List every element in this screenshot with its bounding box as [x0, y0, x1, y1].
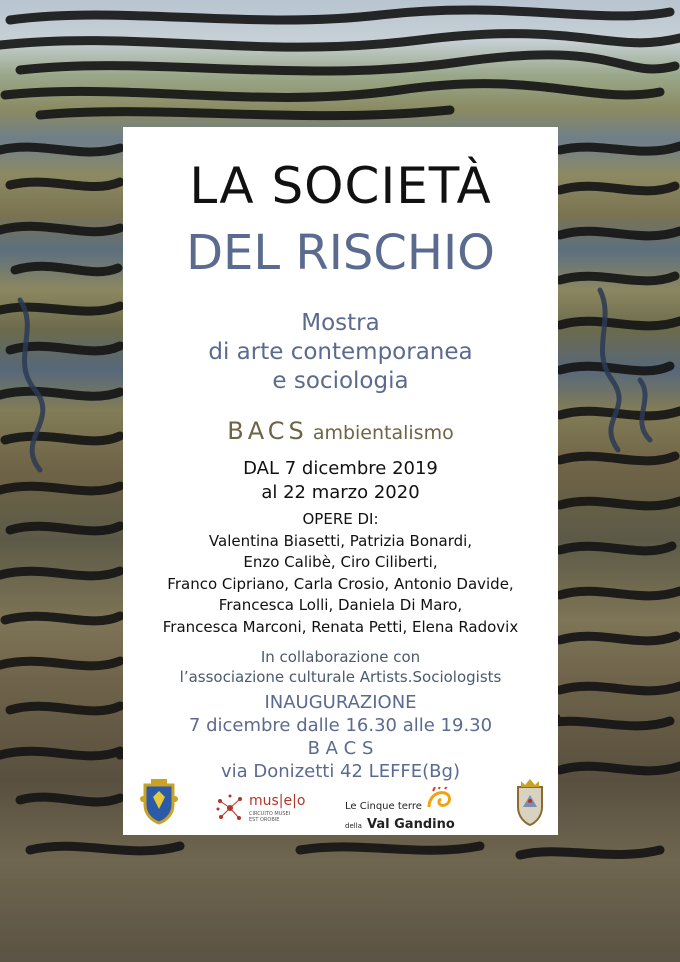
cinque-terre-logo [345, 789, 455, 832]
cinque-val-gandino: Val Gandino [367, 817, 455, 832]
sun-swirl-icon [425, 787, 453, 811]
info-panel [123, 127, 558, 835]
museo-logo [215, 793, 325, 833]
artists-heading: OPERE DI: [302, 510, 379, 528]
museo-sub-1: CIRCUITO MUSEI [249, 811, 291, 817]
artists-line: Enzo Calibè, Ciro Ciliberti, [243, 553, 438, 571]
inauguration-time: 7 dicembre dalle 16.30 alle 19.30 [188, 715, 493, 736]
artists-list [123, 509, 558, 638]
exhibition-subtitle [123, 309, 558, 396]
artists-line: Francesca Marconi, Renata Petti, Elena Radovix [162, 617, 519, 636]
inauguration-venue: B A C S [307, 738, 374, 759]
artists-line: Valentina Biasetti, Patrizia Bonardi, [208, 531, 473, 550]
subtitle-line-3: e sociologia [272, 368, 409, 394]
date-from: DAL 7 dicembre 2019 [243, 458, 438, 479]
inauguration-heading: INAUGURAZIONE [264, 692, 417, 713]
bacs-label: BACS [227, 417, 308, 445]
collaboration-note [123, 647, 558, 687]
theme-label: ambientalismo [312, 422, 454, 444]
inauguration-address: via Donizetti 42 LEFFE(Bg) [221, 761, 460, 782]
collab-line-2: l’associazione culturale Artists.Sociologists [179, 668, 502, 686]
municipal-coat-of-arms-icon [513, 777, 547, 827]
cinque-della: della [345, 822, 362, 830]
artists-line: Francesca Lolli, Daniela Di Maro, [218, 596, 463, 614]
museo-network-icon [215, 793, 245, 823]
title-line-2: DEL RISCHIO [186, 225, 495, 281]
cinque-line-2 [345, 813, 455, 832]
sponsor-logos [123, 777, 558, 832]
organizer-line [123, 417, 558, 445]
subtitle-line-2: di arte contemporanea [208, 339, 473, 365]
museo-name: mus|e|o [249, 793, 306, 809]
artists-line: Franco Cipriano, Carla Crosio, Antonio Davide, [167, 574, 514, 593]
museo-sub-2: EST OROBIE [249, 817, 280, 823]
subtitle-line-1: Mostra [301, 310, 380, 336]
collab-line-1: In collaborazione con [260, 648, 421, 666]
date-to: al 22 marzo 2020 [261, 482, 420, 503]
cinque-line-1: Le Cinque terre [345, 801, 422, 812]
title-line-1: LA SOCIETÀ [189, 157, 492, 215]
leffe-coat-of-arms-icon [139, 779, 179, 825]
inauguration-info [123, 691, 558, 783]
exhibition-dates [123, 457, 558, 505]
